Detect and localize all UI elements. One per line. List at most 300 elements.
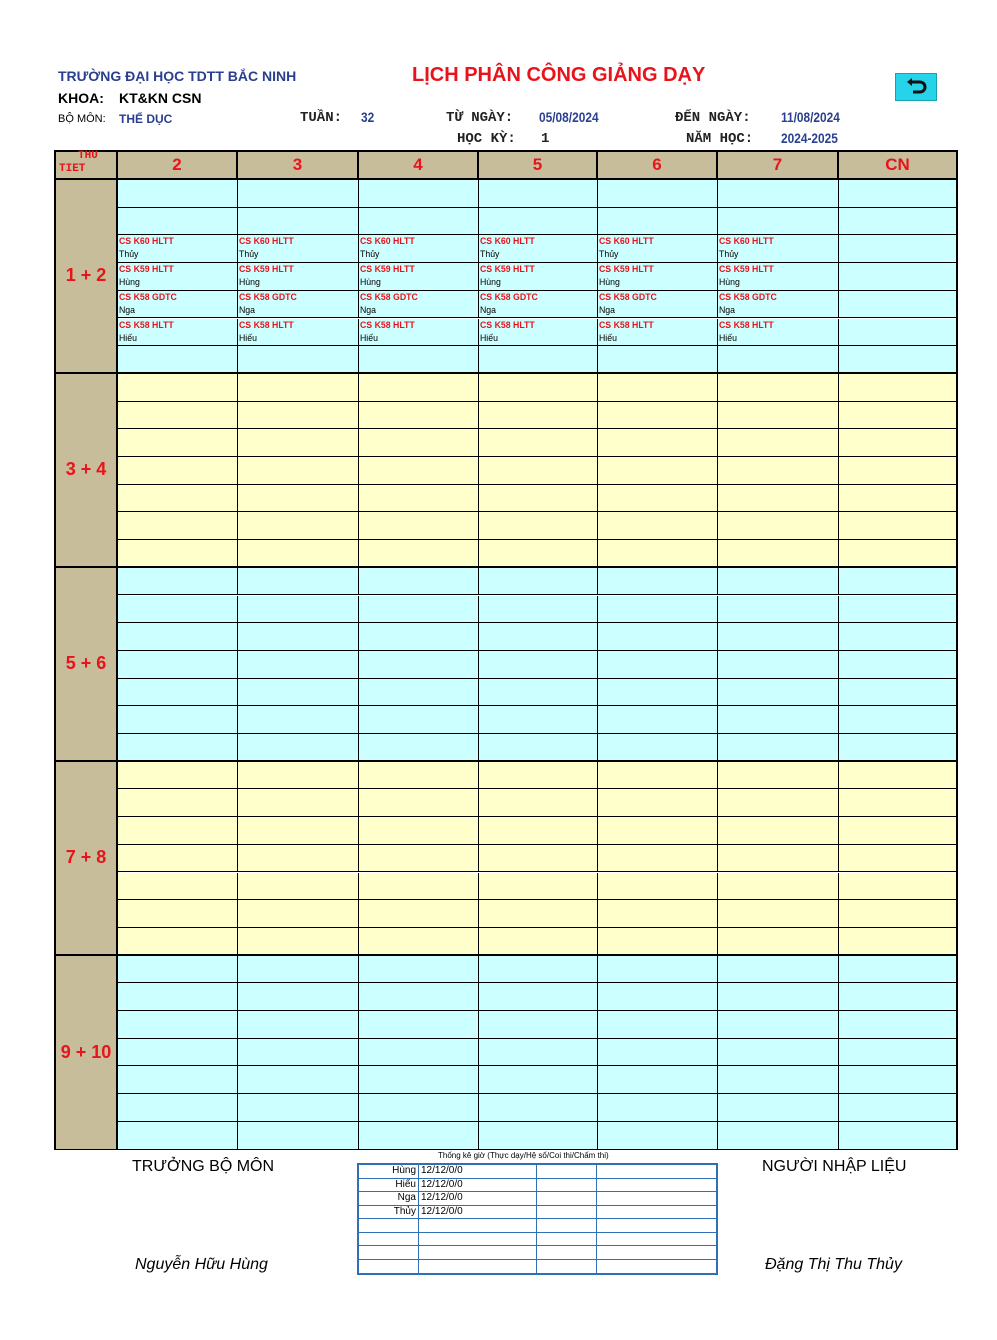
- schedule-slot[interactable]: [479, 1039, 598, 1067]
- schedule-slot[interactable]: [118, 485, 238, 513]
- class-code: CS K60 HLTT: [599, 236, 654, 248]
- schedule-slot[interactable]: [118, 457, 238, 485]
- teacher-name: Hùng: [360, 277, 381, 289]
- schedule-slot[interactable]: [479, 762, 598, 790]
- stats-title: Thống kê giờ (Thực dạy/Hệ số/Coi thi/Chấm thi): [438, 1151, 609, 1160]
- schedule-slot[interactable]: [238, 734, 359, 762]
- stats-cell: [537, 1246, 597, 1259]
- schedule-slot[interactable]: [238, 374, 359, 402]
- schedule-slot[interactable]: [839, 291, 956, 319]
- schedule-slot[interactable]: [238, 623, 359, 651]
- schedule-slot[interactable]: [238, 540, 359, 568]
- schedule-slot[interactable]: [118, 900, 238, 928]
- undo-arrow-icon: [905, 78, 927, 96]
- schedule-slot[interactable]: [598, 1011, 718, 1039]
- schedule-slot[interactable]: [359, 789, 479, 817]
- schedule-slot[interactable]: [238, 1066, 359, 1094]
- schedule-slot[interactable]: [718, 762, 839, 790]
- schedule-slot[interactable]: [718, 596, 839, 624]
- class-code: CS K58 GDTC: [119, 291, 177, 303]
- schedule-slot[interactable]: [718, 651, 839, 679]
- schedule-slot[interactable]: [359, 429, 479, 457]
- schedule-slot[interactable]: [718, 1039, 839, 1067]
- schedule-slot[interactable]: [718, 706, 839, 734]
- schedule-slot[interactable]: [118, 983, 238, 1011]
- schedule-slot[interactable]: [479, 180, 598, 208]
- schedule-slot[interactable]: [118, 540, 238, 568]
- schedule-slot[interactable]: [118, 346, 238, 374]
- schedule-slot[interactable]: [118, 429, 238, 457]
- schedule-slot[interactable]: [479, 374, 598, 402]
- class-code: CS K58 HLTT: [360, 319, 415, 331]
- schedule-slot[interactable]: [839, 734, 956, 762]
- schedule-slot[interactable]: [118, 1039, 238, 1067]
- schedule-slot[interactable]: [359, 374, 479, 402]
- schedule-slot[interactable]: [839, 374, 956, 402]
- page-title: LỊCH PHÂN CÔNG GIẢNG DẠY: [412, 64, 706, 86]
- schedule-slot[interactable]: [839, 180, 956, 208]
- schedule-slot[interactable]: [359, 596, 479, 624]
- schedule-slot[interactable]: [118, 928, 238, 956]
- stats-cell: [359, 1246, 419, 1259]
- schedule-slot[interactable]: [718, 956, 839, 984]
- schedule-slot[interactable]: [839, 540, 956, 568]
- schedule-slot[interactable]: [598, 208, 718, 236]
- schedule-slot[interactable]: [359, 817, 479, 845]
- schedule-slot[interactable]: [479, 900, 598, 928]
- schedule-slot[interactable]: [359, 679, 479, 707]
- schedule-grid: [54, 150, 958, 1150]
- schedule-slot[interactable]: [839, 568, 956, 596]
- schedule-slot[interactable]: [238, 928, 359, 956]
- schedule-slot[interactable]: [359, 762, 479, 790]
- schedule-slot[interactable]: [718, 180, 839, 208]
- schedule-slot[interactable]: [839, 983, 956, 1011]
- schedule-slot[interactable]: [238, 346, 359, 374]
- schedule-slot[interactable]: [479, 402, 598, 430]
- schedule-slot[interactable]: [118, 596, 238, 624]
- stats-cell: [359, 1219, 419, 1232]
- schedule-slot[interactable]: [238, 956, 359, 984]
- schedule-slot[interactable]: [479, 457, 598, 485]
- tu-ngay-label: TỪ NGÀY:: [446, 110, 514, 126]
- schedule-slot[interactable]: [359, 956, 479, 984]
- schedule-slot[interactable]: [479, 651, 598, 679]
- schedule-slot[interactable]: [238, 873, 359, 901]
- schedule-slot[interactable]: [839, 928, 956, 956]
- schedule-slot[interactable]: [118, 568, 238, 596]
- stats-cell: [419, 1179, 537, 1192]
- schedule-slot[interactable]: [359, 291, 479, 319]
- schedule-slot[interactable]: [839, 873, 956, 901]
- schedule-slot[interactable]: [839, 263, 956, 291]
- schedule-slot[interactable]: [839, 402, 956, 430]
- stats-row: [359, 1165, 716, 1179]
- tuan-value: 32: [361, 109, 375, 125]
- day-header: 6: [598, 152, 718, 180]
- schedule-slot[interactable]: [359, 402, 479, 430]
- schedule-slot[interactable]: [598, 928, 718, 956]
- schedule-slot[interactable]: [118, 956, 238, 984]
- schedule-slot[interactable]: [479, 679, 598, 707]
- schedule-slot[interactable]: [718, 374, 839, 402]
- stats-cell: [419, 1260, 537, 1274]
- schedule-slot[interactable]: [479, 485, 598, 513]
- schedule-slot[interactable]: [718, 540, 839, 568]
- schedule-slot[interactable]: [718, 983, 839, 1011]
- schedule-slot[interactable]: [718, 873, 839, 901]
- schedule-slot[interactable]: [359, 1066, 479, 1094]
- schedule-slot[interactable]: [598, 596, 718, 624]
- schedule-slot[interactable]: [479, 873, 598, 901]
- schedule-slot[interactable]: [238, 983, 359, 1011]
- school-name: TRƯỜNG ĐẠI HỌC TDTT BẮC NINH: [58, 68, 297, 84]
- schedule-slot[interactable]: [479, 263, 598, 291]
- bomon-value: THỂ DỤC: [119, 112, 173, 126]
- schedule-slot[interactable]: [359, 1122, 479, 1150]
- schedule-slot[interactable]: [118, 817, 238, 845]
- schedule-slot[interactable]: [598, 900, 718, 928]
- schedule-slot[interactable]: [238, 180, 359, 208]
- schedule-slot[interactable]: [238, 679, 359, 707]
- back-button[interactable]: [895, 73, 937, 101]
- schedule-slot[interactable]: [718, 429, 839, 457]
- schedule-slot[interactable]: [118, 374, 238, 402]
- schedule-slot[interactable]: [598, 762, 718, 790]
- schedule-slot[interactable]: [718, 845, 839, 873]
- schedule-slot[interactable]: [359, 623, 479, 651]
- corner-cell: [56, 152, 118, 180]
- schedule-slot[interactable]: [598, 956, 718, 984]
- schedule-slot[interactable]: [839, 596, 956, 624]
- schedule-slot[interactable]: [598, 734, 718, 762]
- schedule-slot[interactable]: [598, 1094, 718, 1122]
- schedule-slot[interactable]: [479, 1011, 598, 1039]
- schedule-slot[interactable]: [839, 208, 956, 236]
- schedule-slot[interactable]: [718, 789, 839, 817]
- schedule-slot[interactable]: [118, 734, 238, 762]
- schedule-slot[interactable]: [598, 706, 718, 734]
- schedule-slot[interactable]: [839, 1011, 956, 1039]
- schedule-slot[interactable]: [598, 679, 718, 707]
- schedule-slot[interactable]: [238, 706, 359, 734]
- schedule-slot[interactable]: [598, 512, 718, 540]
- stats-teacher: Hùng: [392, 1165, 416, 1176]
- schedule-slot[interactable]: [598, 540, 718, 568]
- schedule-slot[interactable]: [839, 1066, 956, 1094]
- schedule-slot[interactable]: [238, 457, 359, 485]
- schedule-slot[interactable]: [598, 457, 718, 485]
- schedule-slot[interactable]: [839, 1122, 956, 1150]
- schedule-slot[interactable]: [479, 845, 598, 873]
- schedule-slot[interactable]: [238, 208, 359, 236]
- schedule-slot[interactable]: [839, 956, 956, 984]
- schedule-slot[interactable]: [839, 1039, 956, 1067]
- day-header: 7: [718, 152, 839, 180]
- schedule-slot[interactable]: [598, 319, 718, 347]
- schedule-slot[interactable]: [598, 485, 718, 513]
- schedule-slot[interactable]: [839, 235, 956, 263]
- stats-cell: [537, 1233, 597, 1246]
- schedule-slot[interactable]: [238, 762, 359, 790]
- period-label: 3 + 4: [56, 374, 118, 568]
- schedule-slot[interactable]: [359, 651, 479, 679]
- stats-row: [359, 1206, 716, 1220]
- schedule-slot[interactable]: [598, 291, 718, 319]
- schedule-slot[interactable]: [359, 263, 479, 291]
- schedule-slot[interactable]: [718, 1066, 839, 1094]
- teacher-name: Hùng: [719, 277, 740, 289]
- schedule-slot[interactable]: [118, 762, 238, 790]
- schedule-slot[interactable]: [839, 706, 956, 734]
- schedule-slot[interactable]: [598, 817, 718, 845]
- schedule-slot[interactable]: [598, 651, 718, 679]
- schedule-slot[interactable]: [479, 1066, 598, 1094]
- schedule-slot[interactable]: [238, 651, 359, 679]
- schedule-slot[interactable]: [238, 319, 359, 347]
- schedule-slot[interactable]: [839, 485, 956, 513]
- schedule-slot[interactable]: [359, 928, 479, 956]
- schedule-slot[interactable]: [598, 623, 718, 651]
- schedule-slot[interactable]: [598, 789, 718, 817]
- schedule-slot[interactable]: [718, 512, 839, 540]
- schedule-slot[interactable]: [238, 845, 359, 873]
- schedule-slot[interactable]: [118, 402, 238, 430]
- schedule-slot[interactable]: [118, 235, 238, 263]
- stats-cell: [419, 1219, 537, 1232]
- schedule-slot[interactable]: [479, 789, 598, 817]
- schedule-slot[interactable]: [238, 596, 359, 624]
- schedule-slot[interactable]: [479, 319, 598, 347]
- schedule-slot[interactable]: [598, 346, 718, 374]
- schedule-slot[interactable]: [118, 180, 238, 208]
- schedule-slot[interactable]: [118, 706, 238, 734]
- schedule-slot[interactable]: [598, 873, 718, 901]
- schedule-slot[interactable]: [598, 402, 718, 430]
- schedule-slot[interactable]: [238, 817, 359, 845]
- stats-cell: [359, 1233, 419, 1246]
- schedule-slot[interactable]: [118, 512, 238, 540]
- schedule-slot[interactable]: [839, 845, 956, 873]
- stats-row: [359, 1179, 716, 1193]
- schedule-slot[interactable]: [839, 457, 956, 485]
- schedule-slot[interactable]: [359, 457, 479, 485]
- teacher-name: Thủy: [599, 249, 619, 261]
- class-code: CS K59 HLTT: [599, 264, 654, 276]
- schedule-slot[interactable]: [718, 900, 839, 928]
- schedule-slot[interactable]: [238, 429, 359, 457]
- schedule-slot[interactable]: [359, 319, 479, 347]
- schedule-slot[interactable]: [238, 263, 359, 291]
- schedule-slot[interactable]: [238, 1122, 359, 1150]
- teacher-name: Hiếu: [239, 332, 257, 344]
- schedule-slot[interactable]: [118, 319, 238, 347]
- schedule-slot[interactable]: [718, 817, 839, 845]
- schedule-slot[interactable]: [359, 208, 479, 236]
- head-of-department-label: TRƯỞNG BỘ MÔN: [132, 1158, 275, 1175]
- schedule-slot[interactable]: [718, 208, 839, 236]
- schedule-slot[interactable]: [839, 346, 956, 374]
- schedule-slot[interactable]: [118, 845, 238, 873]
- schedule-slot[interactable]: [238, 900, 359, 928]
- schedule-slot[interactable]: [839, 319, 956, 347]
- schedule-slot[interactable]: [718, 734, 839, 762]
- schedule-slot[interactable]: [118, 263, 238, 291]
- day-header: CN: [839, 152, 956, 180]
- schedule-slot[interactable]: [718, 1094, 839, 1122]
- stats-teacher: Hiếu: [395, 1178, 416, 1190]
- schedule-slot[interactable]: [359, 706, 479, 734]
- schedule-slot[interactable]: [479, 623, 598, 651]
- schedule-slot[interactable]: [118, 1011, 238, 1039]
- stats-cell: [359, 1179, 419, 1192]
- stats-cell: [597, 1179, 717, 1192]
- schedule-slot[interactable]: [118, 291, 238, 319]
- teacher-name: Hiếu: [480, 332, 498, 344]
- schedule-slot[interactable]: [118, 623, 238, 651]
- stats-teacher: Thủy: [393, 1205, 416, 1217]
- schedule-slot[interactable]: [238, 789, 359, 817]
- schedule-slot[interactable]: [598, 1039, 718, 1067]
- schedule-slot[interactable]: [238, 402, 359, 430]
- schedule-slot[interactable]: [359, 734, 479, 762]
- schedule-slot[interactable]: [718, 568, 839, 596]
- schedule-slot[interactable]: [238, 291, 359, 319]
- schedule-slot[interactable]: [598, 1066, 718, 1094]
- schedule-slot[interactable]: [479, 1094, 598, 1122]
- schedule-slot[interactable]: [118, 208, 238, 236]
- schedule-slot[interactable]: [359, 1039, 479, 1067]
- schedule-slot[interactable]: [359, 845, 479, 873]
- schedule-slot[interactable]: [598, 429, 718, 457]
- stats-table: [357, 1163, 718, 1275]
- schedule-slot[interactable]: [839, 900, 956, 928]
- schedule-slot[interactable]: [598, 374, 718, 402]
- day-header: 2: [118, 152, 238, 180]
- schedule-slot[interactable]: [238, 235, 359, 263]
- data-entry-label: NGƯỜI NHẬP LIỆU: [762, 1158, 907, 1175]
- schedule-slot[interactable]: [479, 512, 598, 540]
- schedule-slot[interactable]: [118, 1094, 238, 1122]
- teacher-name: Nga: [719, 304, 736, 316]
- schedule-slot[interactable]: [359, 983, 479, 1011]
- schedule-slot[interactable]: [598, 235, 718, 263]
- schedule-slot[interactable]: [479, 596, 598, 624]
- schedule-slot[interactable]: [479, 540, 598, 568]
- schedule-slot[interactable]: [479, 706, 598, 734]
- schedule-slot[interactable]: [238, 1039, 359, 1067]
- class-code: CS K60 HLTT: [480, 236, 535, 248]
- schedule-slot[interactable]: [839, 429, 956, 457]
- schedule-slot[interactable]: [359, 540, 479, 568]
- schedule-slot[interactable]: [479, 928, 598, 956]
- stats-value: 12/12/0/0: [421, 1178, 463, 1190]
- schedule-slot[interactable]: [718, 928, 839, 956]
- schedule-slot[interactable]: [598, 983, 718, 1011]
- schedule-slot[interactable]: [238, 568, 359, 596]
- schedule-slot[interactable]: [718, 1011, 839, 1039]
- schedule-slot[interactable]: [718, 623, 839, 651]
- schedule-slot[interactable]: [598, 1122, 718, 1150]
- schedule-slot[interactable]: [118, 1066, 238, 1094]
- schedule-slot[interactable]: [479, 983, 598, 1011]
- schedule-slot[interactable]: [118, 873, 238, 901]
- schedule-slot[interactable]: [598, 568, 718, 596]
- schedule-slot[interactable]: [718, 346, 839, 374]
- period-label: 9 + 10: [56, 956, 118, 1150]
- schedule-slot[interactable]: [839, 1094, 956, 1122]
- schedule-slot[interactable]: [479, 956, 598, 984]
- bomon-label: BỘ MÔN:: [58, 113, 106, 125]
- schedule-slot[interactable]: [479, 734, 598, 762]
- schedule-slot[interactable]: [118, 789, 238, 817]
- schedule-slot[interactable]: [359, 235, 479, 263]
- schedule-slot[interactable]: [718, 235, 839, 263]
- schedule-slot[interactable]: [718, 402, 839, 430]
- schedule-slot[interactable]: [598, 180, 718, 208]
- schedule-slot[interactable]: [359, 180, 479, 208]
- schedule-slot[interactable]: [839, 623, 956, 651]
- schedule-slot[interactable]: [118, 679, 238, 707]
- schedule-slot[interactable]: [118, 1122, 238, 1150]
- schedule-slot[interactable]: [359, 568, 479, 596]
- schedule-slot[interactable]: [359, 1094, 479, 1122]
- tuan-label: TUẦN:: [300, 110, 343, 126]
- schedule-slot[interactable]: [718, 679, 839, 707]
- schedule-slot[interactable]: [238, 1011, 359, 1039]
- schedule-slot[interactable]: [479, 235, 598, 263]
- schedule-slot[interactable]: [718, 291, 839, 319]
- schedule-slot[interactable]: [359, 873, 479, 901]
- schedule-slot[interactable]: [839, 651, 956, 679]
- class-code: CS K58 GDTC: [599, 291, 657, 303]
- schedule-slot[interactable]: [359, 485, 479, 513]
- schedule-slot[interactable]: [359, 1011, 479, 1039]
- schedule-slot[interactable]: [839, 679, 956, 707]
- stats-cell: [597, 1246, 717, 1259]
- schedule-slot[interactable]: [479, 208, 598, 236]
- class-code: CS K59 HLTT: [719, 264, 774, 276]
- schedule-slot[interactable]: [359, 346, 479, 374]
- schedule-slot[interactable]: [839, 789, 956, 817]
- schedule-slot[interactable]: [238, 1094, 359, 1122]
- schedule-slot[interactable]: [479, 817, 598, 845]
- schedule-slot[interactable]: [718, 319, 839, 347]
- schedule-slot[interactable]: [718, 457, 839, 485]
- stats-cell: [419, 1165, 537, 1178]
- khoa-value: KT&KN CSN: [119, 90, 202, 106]
- schedule-slot[interactable]: [479, 1122, 598, 1150]
- schedule-slot[interactable]: [479, 568, 598, 596]
- schedule-slot[interactable]: [359, 512, 479, 540]
- schedule-slot[interactable]: [238, 512, 359, 540]
- schedule-slot[interactable]: [479, 429, 598, 457]
- schedule-slot[interactable]: [598, 263, 718, 291]
- schedule-slot[interactable]: [718, 485, 839, 513]
- schedule-slot[interactable]: [839, 762, 956, 790]
- schedule-slot[interactable]: [598, 845, 718, 873]
- schedule-slot[interactable]: [118, 651, 238, 679]
- schedule-slot[interactable]: [718, 263, 839, 291]
- schedule-slot[interactable]: [839, 512, 956, 540]
- schedule-slot[interactable]: [718, 1122, 839, 1150]
- stats-cell: [597, 1206, 717, 1219]
- schedule-slot[interactable]: [359, 900, 479, 928]
- schedule-slot[interactable]: [479, 291, 598, 319]
- schedule-slot[interactable]: [839, 817, 956, 845]
- schedule-slot[interactable]: [479, 346, 598, 374]
- schedule-slot[interactable]: [238, 485, 359, 513]
